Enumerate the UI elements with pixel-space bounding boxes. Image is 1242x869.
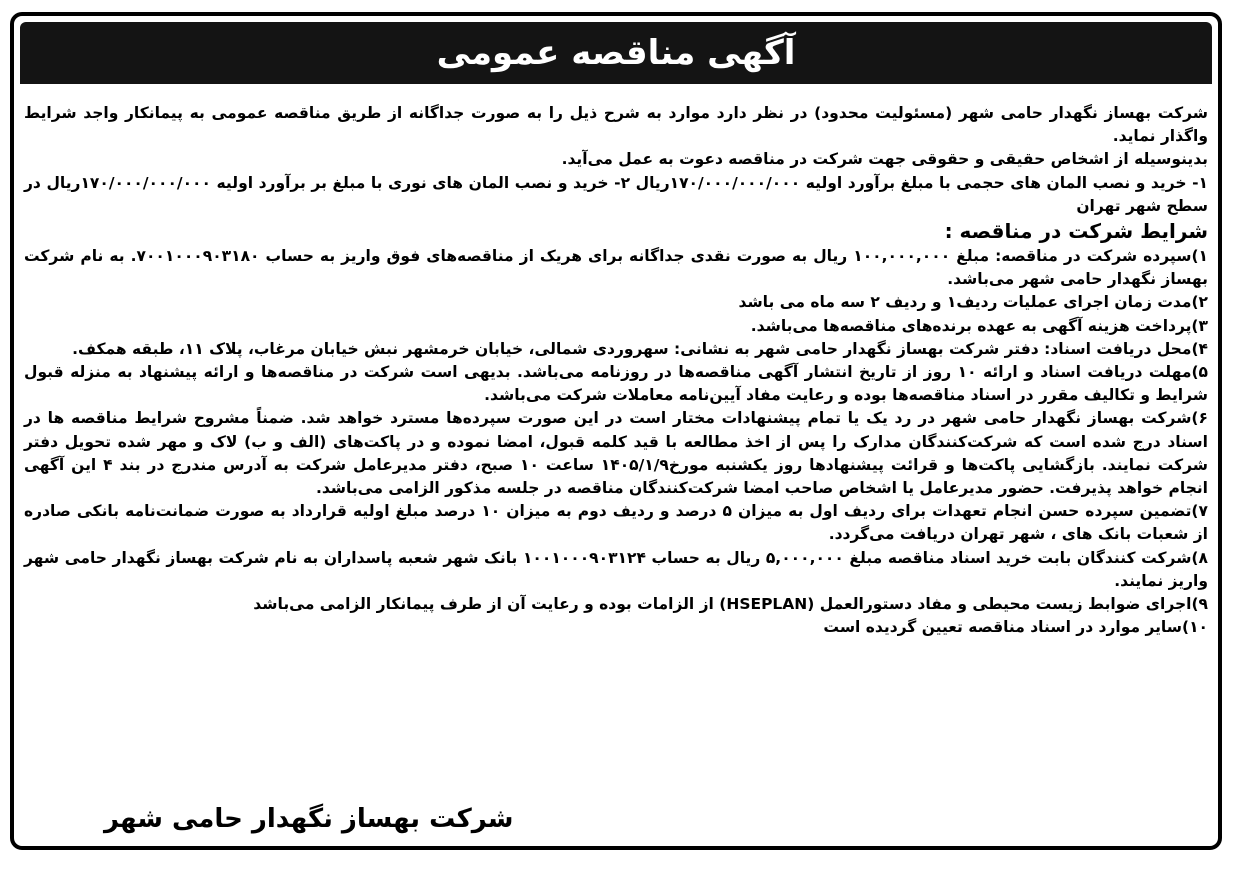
company-signature: شرکت بهساز نگهدار حامی شهر [104,804,514,834]
condition-item-9: ۹)اجرای ضوابط زیست محیطی و مفاد دستورالعمل (HSEPLAN) از الزامات بوده و رعایت آن از طرف پیمانکار الزامی می‌باشد [253,595,1208,614]
condition-item-7: ۷)تضمین سپرده حسن انجام تعهدات برای ردیف اول به میزان ۵ درصد و ردیف دوم به میزان ۱۰ درصد مبلغ اولیه قرارداد به صورت ضمانت‌نامه بانکی صادره از شعبات بانک های ، شهر تهران دریافت می‌گردد. [24,502,1208,544]
condition-item-3: ۳)پرداخت هزینه آگهی به عهده برنده‌های مناقصه‌ها می‌باشد. [750,316,1208,335]
intro-paragraph-2: بدینوسیله از اشخاص حقیقی و حقوقی جهت شرکت در مناقصه دعوت به عمل می‌آید. [561,150,1208,169]
condition-item-2: ۲)مدت زمان اجرای عملیات ردیف۱ و ردیف ۲ سه ماه می باشد [738,293,1208,312]
notice-frame [10,12,1222,850]
conditions-heading: شرایط شرکت در مناقصه : [944,219,1208,244]
condition-item-4: ۴)محل دریافت اسناد: دفتر شرکت بهساز نگهدار حامی شهر به نشانی: سهروردی شمالی، خیابان خرمشهر نبش خیابان مرغاب، پلاک ۱۱، طبقه همکف. [72,339,1208,358]
notice-title: آگهی مناقصه عمومی [436,33,796,73]
notice-body [24,102,1208,639]
intro-paragraph-3: ۱- خرید و نصب المان های حجمی با مبلغ برآورد اولیه ۱۷۰/۰۰۰/۰۰۰/۰۰۰ریال ۲- خرید و نصب المان های نوری با مبلغ بر برآورد اولیه ۱۷۰/۰۰۰/۰۰۰/۰۰۰ریال در سطح شهر تهران [24,173,1208,215]
intro-paragraph-1: شرکت بهساز نگهدار حامی شهر (مسئولیت محدود) در نظر دارد موارد به شرح ذیل را به صورت جداگانه از طریق مناقصه عمومی به پیمانکار واجد شرایط واگذار نماید. [24,104,1208,146]
notice-header [20,22,1212,84]
condition-item-10: ۱۰)سایر موارد در اسناد مناقصه تعیین گردیده است [823,618,1208,637]
condition-item-6: ۶)شرکت بهساز نگهدار حامی شهر در رد یک یا تمام پیشنهادات مختار است در این صورت سپرده‌ها مسترد خواهد شد. ضمناً مشروح شرایط مناقصه ها در اسناد درج شده است که شرکت‌کنندگان مدارک را پس از اخذ مطالعه با قید کلمه قبول، امضا نموده و در پاکت‌های (الف و ب) لاک و مهر شده تحویل دفتر شرکت نمایند. بازگشایی پاکت‌ها و قرائت پیشنهادها روز یکشنبه مورخ۱۴۰۵/۱/۹ ساعت ۱۰ صبح، دفتر مدیرعامل شرکت به آدرس مندرج در بند ۴ این آگهی انجام خواهد پذیرفت. حضور مدیرعامل یا اشخاص صاحب امضا شرکت‌کنندگان مناقصه در جلسه مذکور الزامی می‌باشد. [24,409,1208,498]
condition-item-5: ۵)مهلت دریافت اسناد و ارائه ۱۰ روز از تاریخ انتشار آگهی مناقصه‌ها در روزنامه می‌باشد. بدیهی است شرکت در مناقصه‌ها و ارائه پیشنهاد به منزله قبول شرایط و تکالیف مقرر در اسناد مناقصه‌ها بوده و رعایت مفاد آیین‌نامه معاملات شرکت می‌باشد. [24,363,1209,405]
condition-item-8: ۸)شرکت کنندگان بابت خرید اسناد مناقصه مبلغ ۵,۰۰۰,۰۰۰ ریال به حساب ۱۰۰۱۰۰۰۹۰۳۱۲۴ بانک شهر شعبه پاسداران به نام شرکت بهساز نگهدار حامی شهر واریز نمایند. [24,548,1208,590]
condition-item-1: ۱)سپرده شرکت در مناقصه: مبلغ ۱۰۰,۰۰۰,۰۰۰ ریال به صورت نقدی جداگانه برای هریک از مناقصه‌های فوق واریز به حساب ۷۰۰۱۰۰۰۹۰۳۱۸۰. به نام شرکت بهساز نگهدار حامی شهر می‌باشد. [24,247,1209,289]
